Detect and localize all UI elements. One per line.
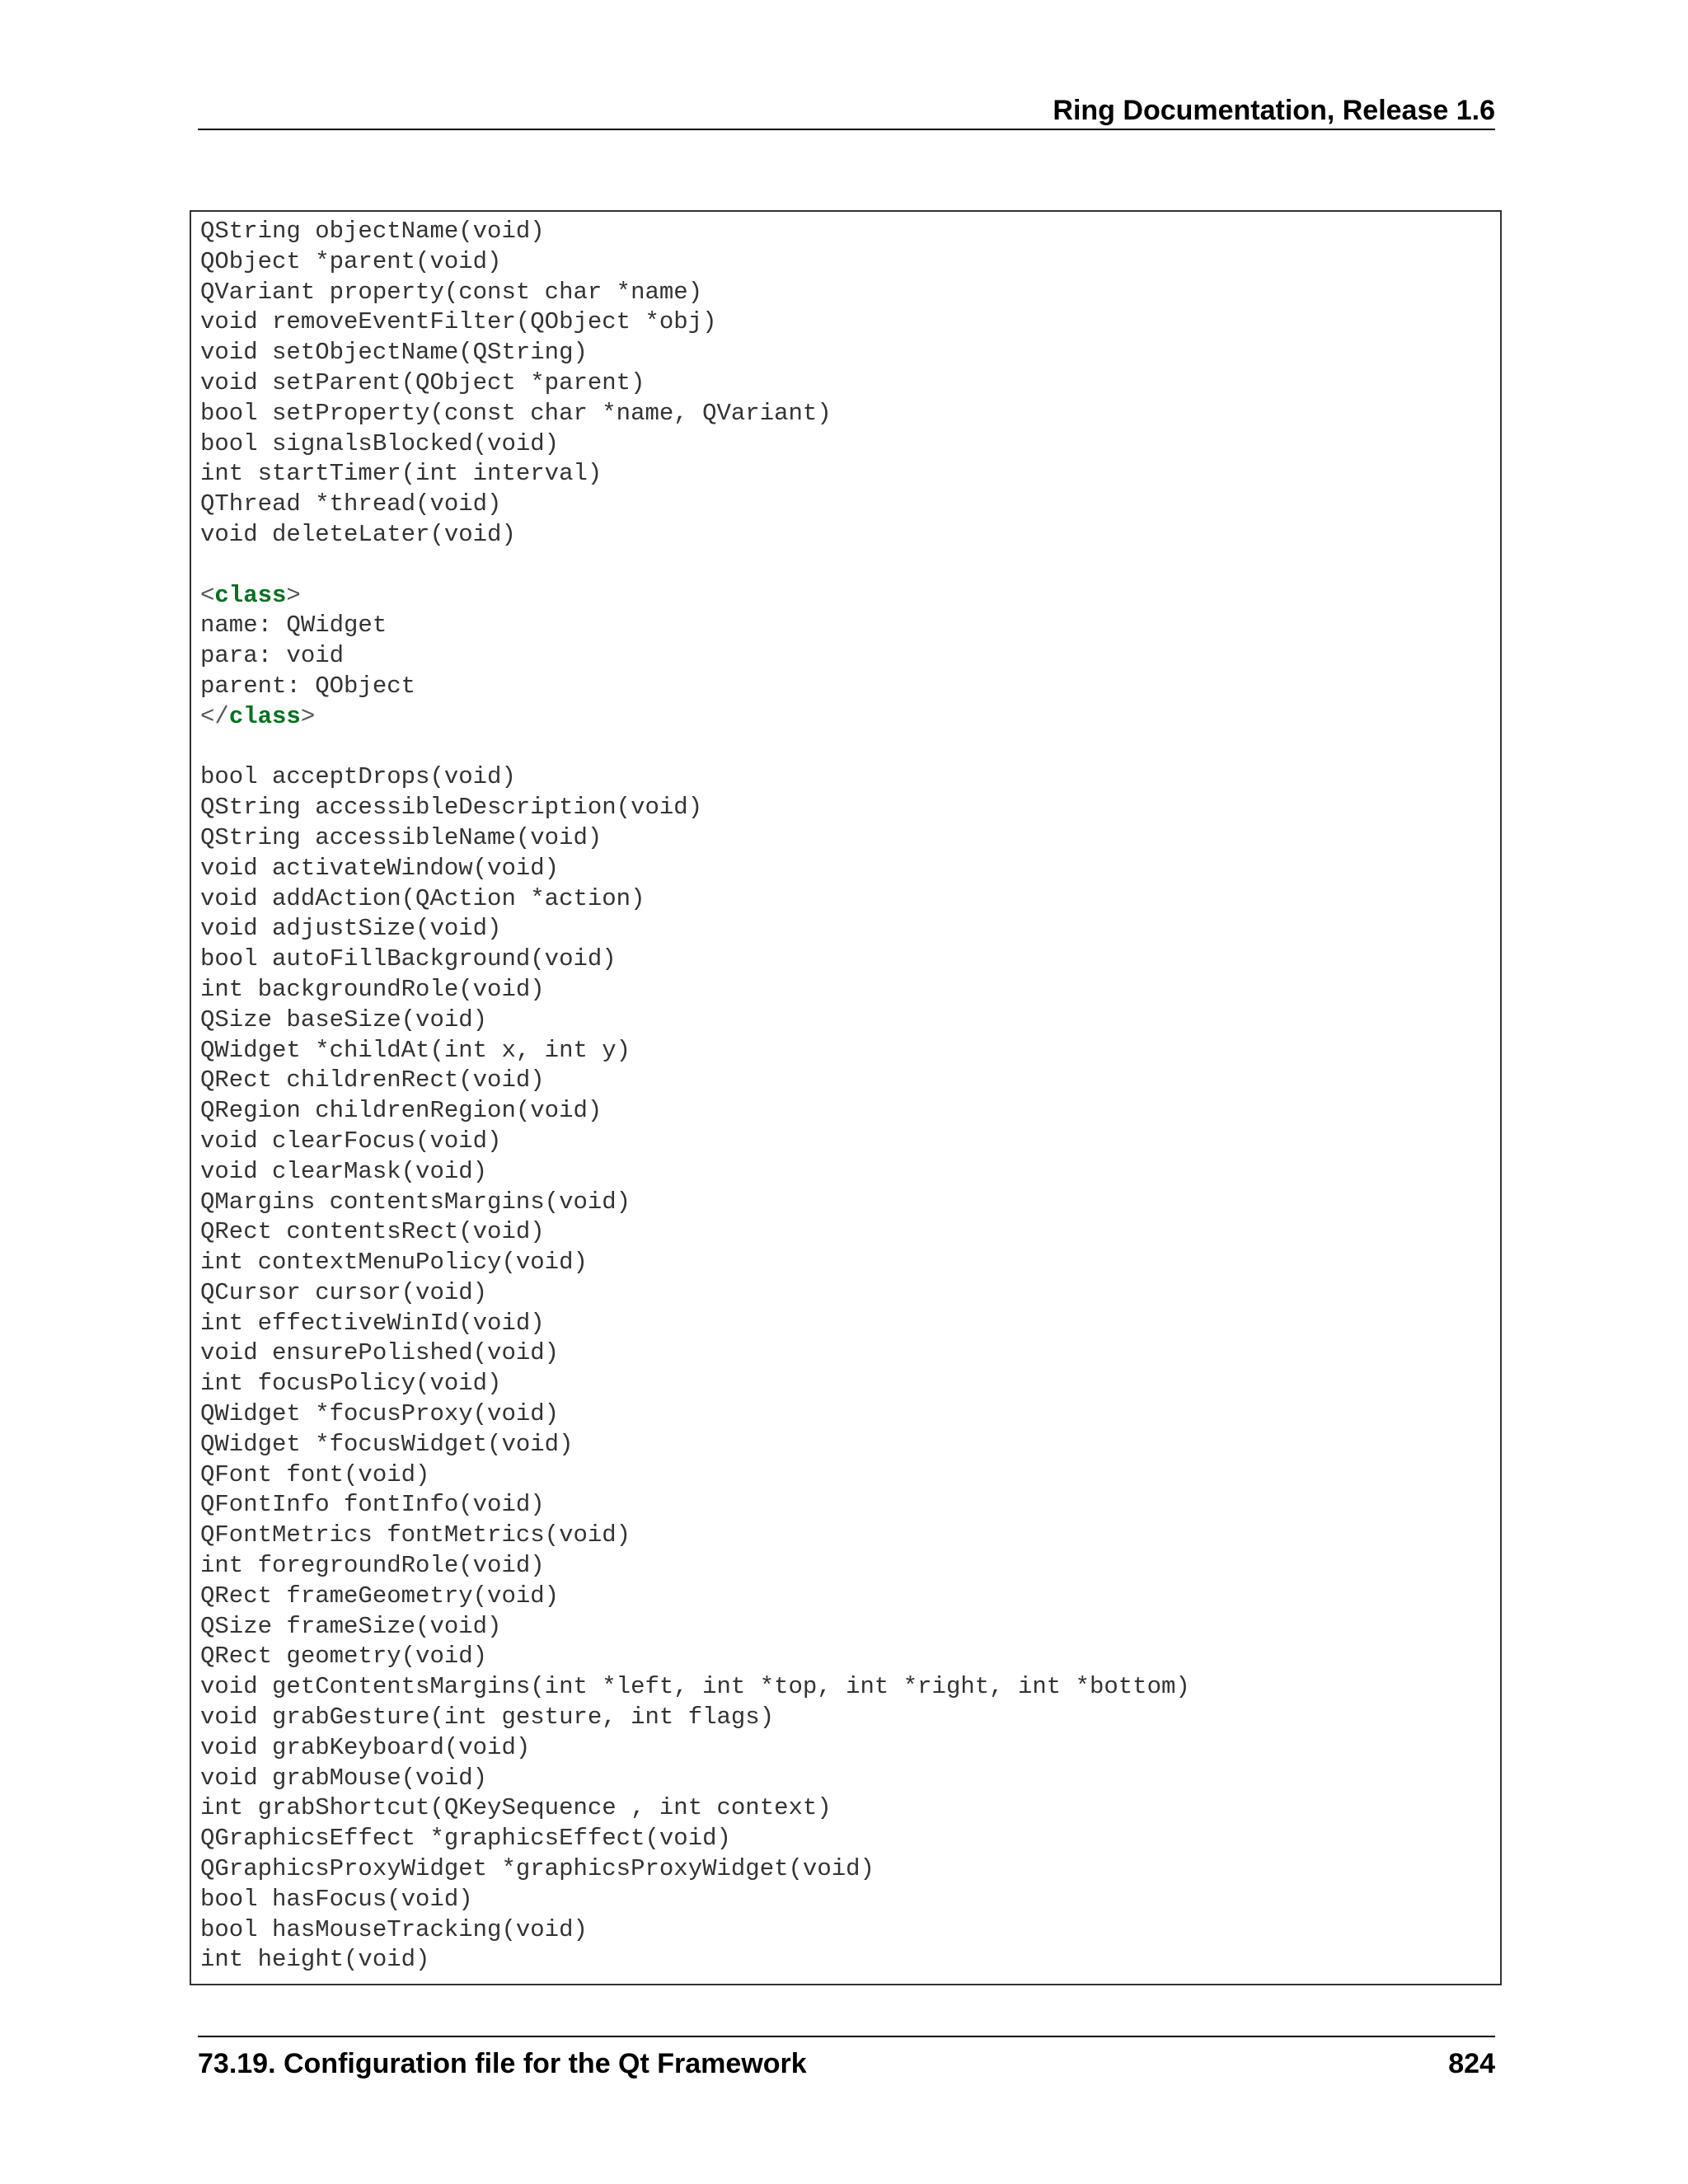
code-line: QFontInfo fontInfo(void): [200, 1491, 545, 1519]
code-line: bool setProperty(const char *name, QVariant): [200, 399, 832, 427]
code-lines: [200, 217, 1190, 1975]
page-header-title: Ring Documentation, Release 1.6: [1053, 95, 1495, 126]
code-block: [190, 210, 1502, 1985]
code-line: QWidget *focusProxy(void): [200, 1400, 560, 1428]
code-line: QString accessibleDescription(void): [200, 794, 703, 822]
code-line: QFontMetrics fontMetrics(void): [200, 1521, 631, 1549]
code-line: para: void: [200, 642, 345, 670]
code-line: parent: QObject: [200, 672, 416, 700]
code-line: void setParent(QObject *parent): [200, 368, 645, 396]
code-line: void adjustSize(void): [200, 915, 502, 943]
code-line: QRect contentsRect(void): [200, 1218, 545, 1246]
code-line: void deleteLater(void): [200, 520, 516, 548]
code-line: int height(void): [200, 1946, 430, 1974]
code-line: bool hasMouseTracking(void): [200, 1915, 588, 1943]
code-line: QRect childrenRect(void): [200, 1066, 545, 1094]
code-line: QObject *parent(void): [200, 247, 502, 275]
code-line: int grabShortcut(QKeySequence , int context): [200, 1794, 832, 1822]
code-line: void clearMask(void): [200, 1157, 488, 1185]
code-line: int backgroundRole(void): [200, 975, 545, 1003]
code-line: QGraphicsEffect *graphicsEffect(void): [200, 1825, 731, 1853]
code-line: QWidget *childAt(int x, int y): [200, 1036, 631, 1064]
code-line: void ensurePolished(void): [200, 1339, 560, 1367]
header-divider: [198, 129, 1495, 130]
footer-section-title: 73.19. Configuration file for the Qt Framework: [198, 2048, 807, 2079]
code-line: bool signalsBlocked(void): [200, 429, 560, 457]
code-line: bool acceptDrops(void): [200, 763, 516, 791]
code-line: QRegion childrenRegion(void): [200, 1097, 603, 1125]
code-line: [200, 551, 1190, 581]
code-line: int effectiveWinId(void): [200, 1309, 545, 1337]
code-line: void grabKeyboard(void): [200, 1733, 531, 1761]
code-line: bool hasFocus(void): [200, 1885, 473, 1913]
code-line: void grabMouse(void): [200, 1764, 488, 1792]
code-line: </class>: [200, 702, 316, 730]
code-line: int contextMenuPolicy(void): [200, 1249, 588, 1277]
code-line: [200, 733, 1190, 763]
code-line: int startTimer(int interval): [200, 460, 603, 488]
code-line: QVariant property(const char *name): [200, 278, 703, 306]
code-line: void clearFocus(void): [200, 1127, 502, 1155]
code-line: void getContentsMargins(int *left, int *top, int *right, int *bottom): [200, 1673, 1190, 1701]
code-line: QSize frameSize(void): [200, 1612, 502, 1640]
footer-page-number: 824: [1448, 2048, 1495, 2079]
code-line: void setObjectName(QString): [200, 339, 588, 367]
code-line: QRect frameGeometry(void): [200, 1582, 560, 1610]
code-line: QRect geometry(void): [200, 1643, 488, 1671]
code-line: bool autoFillBackground(void): [200, 945, 617, 973]
code-line: void addAction(QAction *action): [200, 884, 645, 912]
code-line: QThread *thread(void): [200, 490, 502, 518]
code-line: QString accessibleName(void): [200, 823, 603, 851]
code-line: QCursor cursor(void): [200, 1278, 488, 1306]
code-line: void activateWindow(void): [200, 854, 560, 882]
code-line: name: QWidget: [200, 612, 387, 640]
code-line: QString objectName(void): [200, 218, 545, 245]
code-line: QGraphicsProxyWidget *graphicsProxyWidget(void): [200, 1855, 874, 1883]
code-line: void removeEventFilter(QObject *obj): [200, 308, 717, 336]
footer-divider: [198, 2036, 1495, 2037]
code-line: int focusPolicy(void): [200, 1370, 502, 1398]
code-line: int foregroundRole(void): [200, 1552, 545, 1580]
code-line: QMargins contentsMargins(void): [200, 1188, 631, 1216]
code-line: <class>: [200, 581, 301, 609]
code-line: void grabGesture(int gesture, int flags): [200, 1704, 775, 1732]
code-line: QSize baseSize(void): [200, 1005, 488, 1033]
code-line: QWidget *focusWidget(void): [200, 1430, 574, 1458]
code-line: QFont font(void): [200, 1460, 430, 1488]
